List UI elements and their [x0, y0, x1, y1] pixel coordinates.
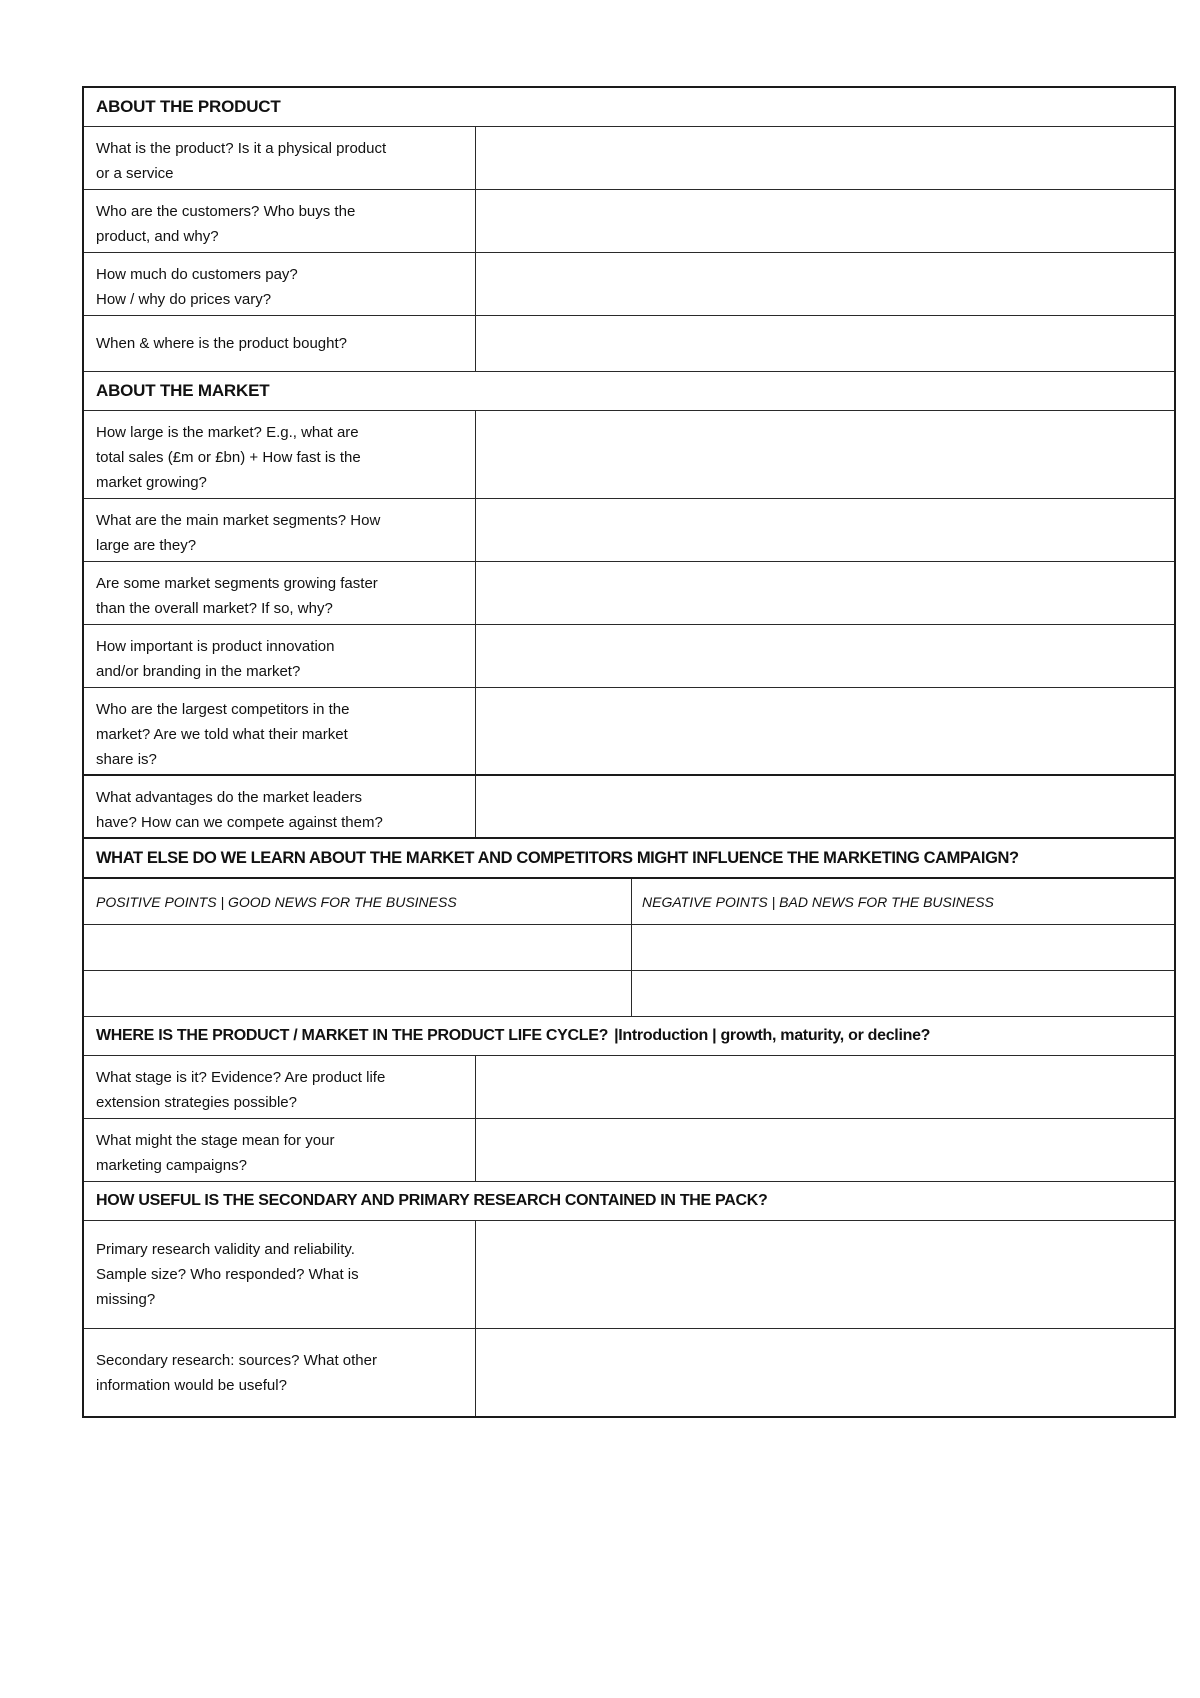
- question-line: product, and why?: [96, 228, 219, 245]
- question-line: Who are the largest competitors in the: [96, 701, 350, 718]
- question-line: When & where is the product bought?: [96, 335, 347, 352]
- question-line: How / why do prices vary?: [96, 291, 272, 308]
- answer-cell[interactable]: [476, 253, 1174, 315]
- points-header-row: [84, 879, 1174, 925]
- table-row: [84, 190, 1174, 253]
- question-line: have? How can we compete against them?: [96, 814, 383, 831]
- answer-cell[interactable]: [476, 127, 1174, 189]
- question-line: share is?: [96, 751, 157, 768]
- answer-cell[interactable]: [476, 499, 1174, 561]
- section-header-lifecycle: [84, 1017, 1174, 1056]
- question-line: marketing campaigns?: [96, 1157, 247, 1174]
- negative-point-cell[interactable]: [632, 925, 1174, 970]
- points-row: [84, 925, 1174, 971]
- question-cell: [84, 1329, 476, 1416]
- answer-cell[interactable]: [476, 1119, 1174, 1181]
- question-line: market growing?: [96, 474, 207, 491]
- question-cell: [84, 625, 476, 687]
- table-row: [84, 1221, 1174, 1329]
- answer-cell[interactable]: [476, 1056, 1174, 1118]
- section-title: WHERE IS THE PRODUCT / MARKET IN THE PRODUCT LIFE CYCLE?: [96, 1027, 609, 1044]
- answer-cell[interactable]: [476, 411, 1174, 498]
- worksheet-table: [82, 86, 1176, 1418]
- answer-cell[interactable]: [476, 688, 1174, 774]
- question-line: What advantages do the market leaders: [96, 789, 362, 806]
- answer-cell[interactable]: [476, 190, 1174, 252]
- question-line: Primary research validity and reliability.: [96, 1241, 355, 1258]
- question-cell: [84, 562, 476, 624]
- table-row: [84, 625, 1174, 688]
- section-header-market: [84, 372, 1174, 411]
- answer-cell[interactable]: [476, 776, 1174, 837]
- lifecycle-stages: |Introduction | growth, maturity, or decline?: [614, 1027, 931, 1044]
- question-line: total sales (£m or £bn) + How fast is the: [96, 449, 361, 466]
- question-line: and/or branding in the market?: [96, 663, 301, 680]
- table-row: [84, 1119, 1174, 1182]
- table-row: [84, 562, 1174, 625]
- question-line: Sample size? Who responded? What is: [96, 1266, 359, 1283]
- question-line: How much do customers pay?: [96, 266, 298, 283]
- section-title: ABOUT THE PRODUCT: [96, 97, 281, 116]
- question-line: Who are the customers? Who buys the: [96, 203, 356, 220]
- question-cell: [84, 776, 476, 837]
- table-row: [84, 1329, 1174, 1416]
- answer-cell[interactable]: [476, 1329, 1174, 1416]
- question-cell: [84, 688, 476, 774]
- question-line: extension strategies possible?: [96, 1094, 297, 1111]
- question-cell: [84, 253, 476, 315]
- section-title: ABOUT THE MARKET: [96, 381, 270, 400]
- question-cell: [84, 499, 476, 561]
- question-line: What is the product? Is it a physical product: [96, 140, 387, 157]
- section-header-research: [84, 1182, 1174, 1221]
- question-cell: [84, 1119, 476, 1181]
- question-cell: [84, 316, 476, 371]
- table-row: [84, 688, 1174, 776]
- answer-cell[interactable]: [476, 316, 1174, 371]
- question-line: large are they?: [96, 537, 197, 554]
- question-line: What stage is it? Evidence? Are product life: [96, 1069, 386, 1086]
- positive-point-cell[interactable]: [84, 925, 632, 970]
- section-title: WHAT ELSE DO WE LEARN ABOUT THE MARKET AND COMPETITORS MIGHT INFLUENCE THE MARKETING CAMPAIGN?: [96, 848, 1019, 867]
- section-header-influence: [84, 839, 1174, 879]
- table-row: [84, 127, 1174, 190]
- table-row: [84, 1056, 1174, 1119]
- question-line: How important is product innovation: [96, 638, 335, 655]
- positive-points-label: POSITIVE POINTS | GOOD NEWS FOR THE BUSINESS: [84, 879, 632, 924]
- question-cell: [84, 190, 476, 252]
- question-cell: [84, 1221, 476, 1328]
- table-row: [84, 776, 1174, 839]
- answer-cell[interactable]: [476, 625, 1174, 687]
- question-line: What are the main market segments? How: [96, 512, 381, 529]
- question-line: Are some market segments growing faster: [96, 575, 378, 592]
- positive-point-cell[interactable]: [84, 971, 632, 1016]
- points-row: [84, 971, 1174, 1017]
- table-row: [84, 316, 1174, 372]
- answer-cell[interactable]: [476, 562, 1174, 624]
- answer-cell[interactable]: [476, 1221, 1174, 1328]
- question-line: What might the stage mean for your: [96, 1132, 335, 1149]
- table-row: [84, 253, 1174, 316]
- question-line: than the overall market? If so, why?: [96, 600, 333, 617]
- question-line: missing?: [96, 1291, 156, 1308]
- question-cell: [84, 127, 476, 189]
- question-cell: [84, 1056, 476, 1118]
- section-header-product: [84, 88, 1174, 127]
- negative-points-label: NEGATIVE POINTS | BAD NEWS FOR THE BUSINESS: [642, 893, 994, 910]
- question-line: information would be useful?: [96, 1376, 287, 1394]
- question-cell: [84, 411, 476, 498]
- question-line: Secondary research: sources? What other: [96, 1351, 377, 1369]
- section-title: HOW USEFUL IS THE SECONDARY AND PRIMARY RESEARCH CONTAINED IN THE PACK?: [96, 1192, 768, 1209]
- table-row: [84, 499, 1174, 562]
- question-line: market? Are we told what their market: [96, 726, 348, 743]
- negative-point-cell[interactable]: [632, 971, 1174, 1016]
- question-line: or a service: [96, 165, 174, 182]
- question-line: How large is the market? E.g., what are: [96, 424, 359, 441]
- table-row: [84, 411, 1174, 499]
